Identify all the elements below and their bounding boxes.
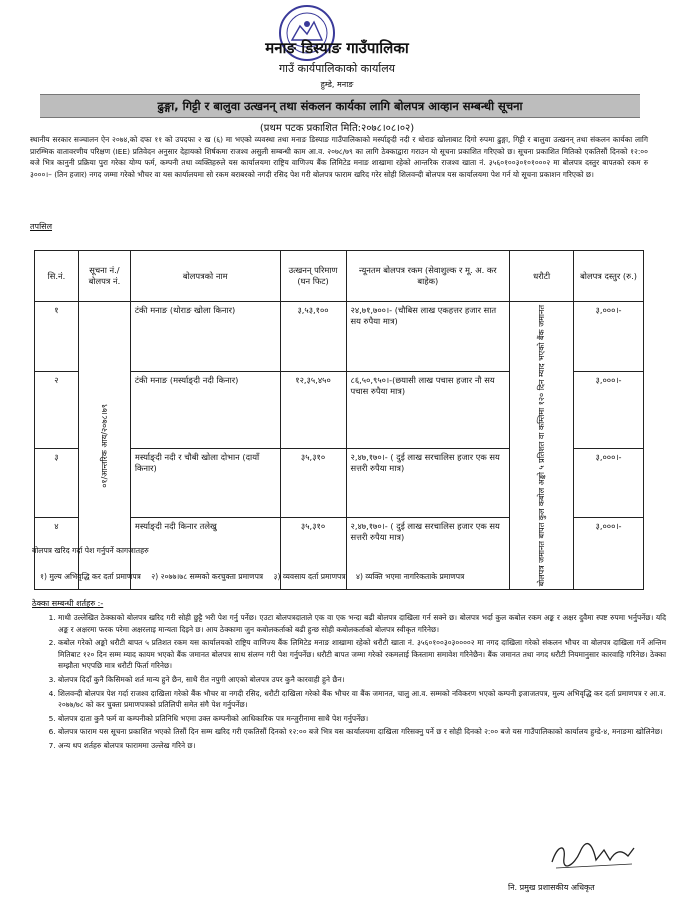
cell-quantity: १२,३५,४५०	[280, 371, 346, 448]
condition-item: 5. बोलपत्र दाता कुनै फर्म वा कम्पनीको प्रतिनिधि भएमा उक्त कम्पनीको आधिकारिक पत्र मन्जुरीनामा साथै पेश गर्नुपर्नेछ।	[58, 713, 666, 725]
cell-min-amount: २,४७,१७०।- ( दुई लाख सरचालिस हजार एक सय सत्तरी रुपैया मात्र)	[346, 518, 510, 590]
conditions-list	[40, 612, 666, 754]
cell-sn: २	[35, 371, 79, 448]
cell-bid-name: टंकी मनाङ (मर्स्याङ्दी नदी किनार)	[130, 371, 280, 448]
col-header-min-amount: न्यूनतम बोलपत्र रकम (सेवाशुल्क र मू. अ. कर बाहेक)	[346, 251, 510, 302]
cell-sn: ३	[35, 448, 79, 518]
table-row	[35, 302, 644, 372]
col-header-deposit: धरौटी	[510, 251, 574, 302]
cell-sn: १	[35, 302, 79, 372]
cell-bid-name: टंकी मनाङ (थोराङ खोला किनार)	[130, 302, 280, 372]
deposit-text: बोलपत्र जमानत बापत कुल कबोल अङ्को ५ प्रतिशत वा कम्तिमा १२० दिन म्याद भएको बैंक जमानत	[537, 305, 547, 587]
cell-quantity: ३५,३१०	[280, 518, 346, 590]
col-header-bid-name: बोलपत्रको नाम	[130, 251, 280, 302]
cell-bid-name: मर्स्याङ्दी नदी किनार तलेखु	[130, 518, 280, 590]
cell-quantity: ३५,३१०	[280, 448, 346, 518]
document-item: ३) व्यवसाय दर्ता प्रमाणपत्र	[273, 572, 346, 581]
documents-title: बोलपत्र खरिद गर्दा पेश गर्नुपर्ने कागजातहरु	[32, 546, 149, 555]
cell-fee: ३,०००।-	[574, 371, 644, 448]
document-item: २) २०७७।७८ सम्मको करचुक्ता प्रमाणपत्र	[151, 572, 264, 581]
document-item: १) मुल्य अभिवृद्धि कर दर्ता प्रमाणपत्र	[40, 572, 141, 581]
publication-date: (प्रथम पटक प्रकाशित मिति:२०७८।०८।०२)	[259, 123, 415, 134]
cell-bid-name: मर्स्याङ्दी नदी र चौबी खोला दोभान (दायाँ किनार)	[130, 448, 280, 518]
document-item: ४) व्यक्ति भएमा नागरिकताके प्रमाणपत्र	[356, 572, 465, 581]
table-header-row	[35, 251, 644, 302]
col-header-fee: बोलपत्र दस्तुर (रु.)	[574, 251, 644, 302]
cell-quantity: ३,५३,१००	[280, 302, 346, 372]
office-address: हुम्डे, मनाङ	[320, 80, 354, 89]
condition-item: 6. बोलपत्र फाराम यस सूचना प्रकाशित भएको तिसौं दिन सम्म खरिद गरी एकतिसौं दिनको १२:०० बजे भित्र यस कार्यालयमा दाखिला गरिसक्नु पर्ने छ र सोही दिनको २:०० बजे यस गाउँपालिकाको कार्यालय हुम्डे-४, मनाङमा खोलिनेछ।	[58, 726, 666, 738]
notice-title: ढुङ्गा, गिट्टी र बालुवा उत्खनन् तथा संकलन कार्यका लागि बोलपत्र आव्हान सम्बन्धी सूचना	[40, 94, 640, 118]
condition-item: 3. बोलपत्र दिदाँ कुनै किसिमको शर्त मान्य हुने छैन, साथै रीत नपुगी आएको बोलपत्र उपर कुनै कारवाही हुने छैन।	[58, 674, 666, 686]
conditions-title: ठेक्का सम्बन्धी शर्तहरु :-	[32, 599, 104, 608]
cell-fee: ३,०००।-	[574, 302, 644, 372]
sub-office-name: गाउँ कार्यपालिकाको कार्यालय	[278, 62, 396, 75]
condition-item: 1. माथी उल्लेखित ठेक्काको बोलपत्र खरिद गरी सोही छुट्टै भरी पेश गर्नु पर्नेछ। एउटा बोलपत्रदाताले एक वा एक भन्दा बढी बोलपत्र दाखिला गर्न सक्ने छ। बोलपत्र भर्दा कुल कबोल रकम अङ्क र अक्षर दुवैमा स्पष्ट रुपमा भर्नुपर्नेछ। यदि अङ्क र अक्षरमा फरक परेमा अक्षरलाइ मान्यता दिइने छ। आय ठेक्कामा जुन कबोलकर्ताको बढी हुन्छ सोही कबोलकर्ताको बोलपत्र स्वीकृत गरिनेछ।	[58, 612, 666, 635]
cell-sn: ४	[35, 518, 79, 590]
office-name: मनाङ डिस्याङ गाउँपालिका	[265, 39, 409, 57]
condition-item: 2. कबोल गरेको अङ्को धरौटी बापत ५ प्रतिशत रकम यस कार्यालयको राष्ट्रिय वाणिज्य बैंक लिमिटेड मनाङ शाखामा रहेको धरौटी खाता नं. ३५६०१००३०३००००२ मा नगद दाखिला गरेको संकलन भौचर वा बोलपत्र दाखिला गर्ने अन्तिम मितिबाट १२० दिन सम्म म्याद कायम भएको बैंक जमानत बोलपत्र साथ संलग्न गरी पेश गर्नुपर्नेछ। धरौटी बापत जम्मा गरेको रकमलाई किस्तामा समावेश गरिनेछैन। बैंक जमानत तथा नगद धरौटी नियमानुसार कारवाहि गरिनेछ। ठेक्का सम्झौता भएपछि मात्र धरौटी फिर्ता गरिनेछ।	[58, 637, 666, 672]
notice-no-text: ०१/आन्तरिक आय/२०७८।७९	[99, 403, 109, 488]
col-header-sn: सि.नं.	[35, 251, 79, 302]
cell-min-amount: २४,७१,७००।- (चौबिस लाख एकहत्तर हजार सात सय रुपैया मात्र)	[346, 302, 510, 372]
cell-deposit	[510, 302, 574, 590]
schedule-label: तपसिल	[30, 222, 53, 231]
condition-item: 4. शिलवन्दी बोलपत्र पेश गर्दा राजश्व दाखिला गरेको बैंक भौचर वा नगदी रसिद, धरौटी दाखिला गरेको बैंक भौचर वा बैंक जमानत, चालु आ.व. सम्मको नविकरण भएको कम्पनी इजाजतपत्र, मुल्य अभिवृद्धि कर दर्ता प्रमाणपत्र र आ.व. २०७७/७८ को कर चुक्ता प्रमाणपत्रको प्रतिलिपी समेत संगै पेश गर्नुपर्नेछ।	[58, 688, 666, 711]
cell-fee: ३,०००।-	[574, 518, 644, 590]
cell-min-amount: २,४७,१७०।- ( दुई लाख सरचालिस हजार एक सय सत्तरी रुपैया मात्र)	[346, 448, 510, 518]
documents-list	[40, 572, 472, 582]
condition-item: 7. अन्य थप शर्तहरु बोलपत्र फाराममा उल्लेख गरिने छ।	[58, 740, 666, 752]
handwritten-signature	[548, 838, 638, 872]
cell-fee: ३,०००।-	[574, 448, 644, 518]
signatory-title: नि. प्रमुख प्रशासकीय अधिकृत	[508, 883, 595, 892]
col-header-quantity: उत्खनन् परिमाण (घन फिट)	[280, 251, 346, 302]
bid-schedule-table	[34, 250, 644, 590]
col-header-notice-no: सूचना नं./ बोलपत्र नं.	[78, 251, 130, 302]
cell-min-amount: ८६,५०,९५०।-(छयासी लाख पचास हजार नौ सय पचास रुपैया मात्र)	[346, 371, 510, 448]
intro-paragraph: स्थानीय सरकार सञ्चालन ऐन २०७४,को दफा ११ को उपदफा २ ख (६) मा भएको व्यवस्था तथा मनाङ डिस्याङ गाउँपालिकाको मर्स्याङ्दी नदी र थोराङ खोलाबाट दिगो रुपमा ढुङ्गा, गिट्टी र बालुवा उत्खनन् तथा संकलन कार्यका लागि प्रारम्भिक वातावरणीय परिक्षण (IEE) प्रतिवेदन अनुसार देहायको शिर्षकमा राजश्व असुली सम्बन्धी काम आ.व. २०७८/७९ का लागि ठेक्काद्वारा गराउन यो सूचना प्रकाशित गरिएको छ। सूचना प्रकाशित मितिको एकतिसौं दिनको १२:०० बजे भित्र कानुनी प्रक्रिया पुरा गरेका योग्य फर्म, कम्पनी तथा व्यक्तिहरुले यस कार्यालयमा राष्ट्रिय वाणिज्य बैंक लिमिटेड मनाङ शाखामा रहेको आन्तरिक राजश्व खाता नं. ३५६०१००३०१०१०००२ मा बोलपत्र दस्तुर बापतको रकम रु ३०००।– (तिन हजार) नगद जम्मा गरेको भौचर वा यस कार्यालयमा सो रकम बराबरको नगदी रसिद पेश गरी बोलपत्र फाराम खरिद गरेर सोही शिलवन्दी बोलपत्र यस कार्यालयमा पेश गर्न यो सूचना प्रकाशन गरिएको छ।	[30, 135, 648, 179]
